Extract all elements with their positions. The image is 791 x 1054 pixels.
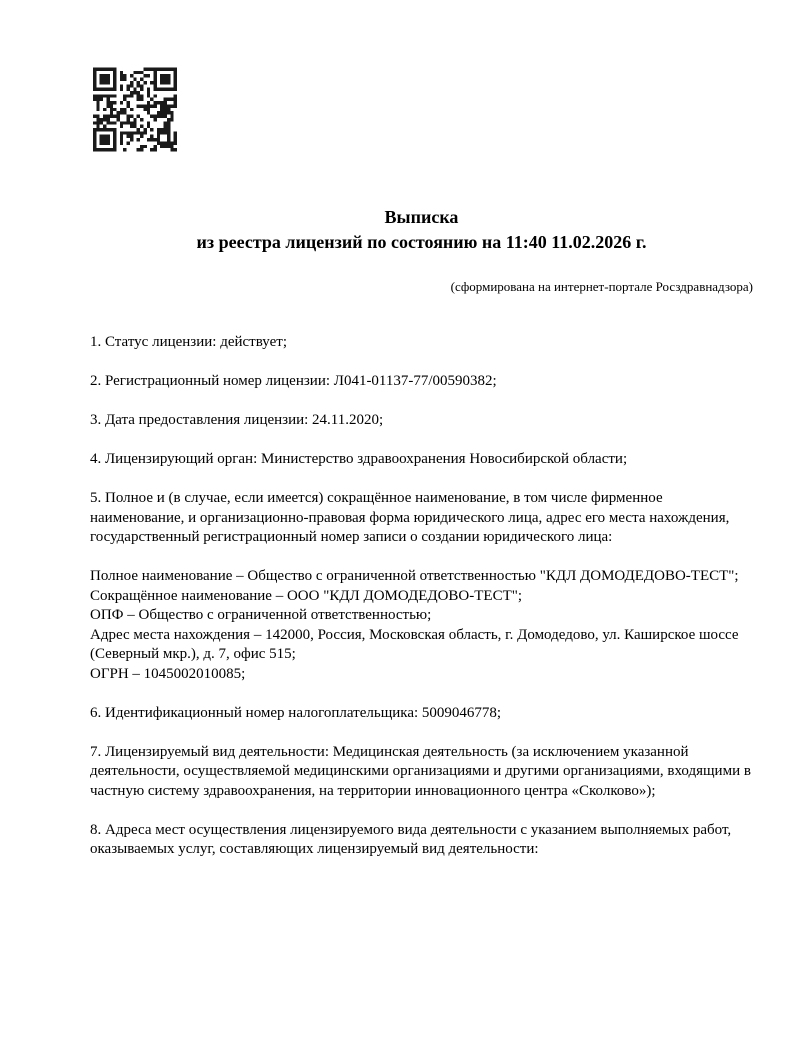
- activity-addresses-heading: 8. Адреса мест осуществления лицензируемого вида деятельности с указанием выполняемых работ, оказываемых услуг, составляющих лицензируемый вид деятельности:: [90, 821, 732, 857]
- licensed-activity: 7. Лицензируемый вид деятельности: Медицинская деятельность (за исключением указанной деятельности, осуществляемой медицинскими организациями и другими организациями, входящими в частную систему здравоохранения, на территории инновационного центра «Сколково»);: [90, 743, 751, 799]
- document-title: [90, 205, 753, 255]
- licensing-authority: 4. Лицензирующий орган: Министерство здравоохранения Новосибирской области;: [90, 451, 628, 467]
- license-status: 1. Статус лицензии: действует;: [90, 334, 287, 350]
- license-grant-date: 3. Дата предоставления лицензии: 24.11.2020;: [90, 412, 384, 428]
- document-subtitle: (сформирована на интернет-портале Росздравнадзора): [450, 279, 753, 294]
- taxpayer-id: 6. Идентификационный номер налогоплательщика: 5009046778;: [90, 704, 502, 721]
- org-address: Адрес места нахождения – 142000, Россия, Московская область, г. Домодедово, ул. Каширское шоссе (Северный мкр.), д. 7, офис 515;: [90, 626, 739, 662]
- org-short-name: Сокращённое наименование – ООО "КДЛ ДОМОДЕДОВО-ТЕСТ";: [90, 587, 523, 604]
- org-details: [90, 567, 753, 684]
- org-full-name: Полное наименование – Общество с ограниченной ответственностью "КДЛ ДОМОДЕДОВО-ТЕСТ";: [90, 568, 739, 584]
- document-body: [90, 333, 753, 860]
- org-ogrn: ОГРН – 1045002010085;: [90, 665, 246, 682]
- title-line-1: Выписка: [384, 207, 459, 227]
- title-line-2: из реестра лицензий по состоянию на 11:40 11.02.2026 г.: [196, 232, 647, 252]
- org-info-heading: 5. Полное и (в случае, если имеется) сокращённое наименование, в том числе фирменное наименование, и организационно-правовая форма юридического лица, адрес его места нахождения, государственный регистрационный номер записи о создании юридического лица:: [90, 490, 730, 545]
- qr-code-icon: [93, 67, 177, 152]
- org-legal-form: ОПФ – Общество с ограниченной ответственностью;: [90, 607, 432, 623]
- license-registration-number: 2. Регистрационный номер лицензии: Л041-01137-77/00590382;: [90, 373, 497, 389]
